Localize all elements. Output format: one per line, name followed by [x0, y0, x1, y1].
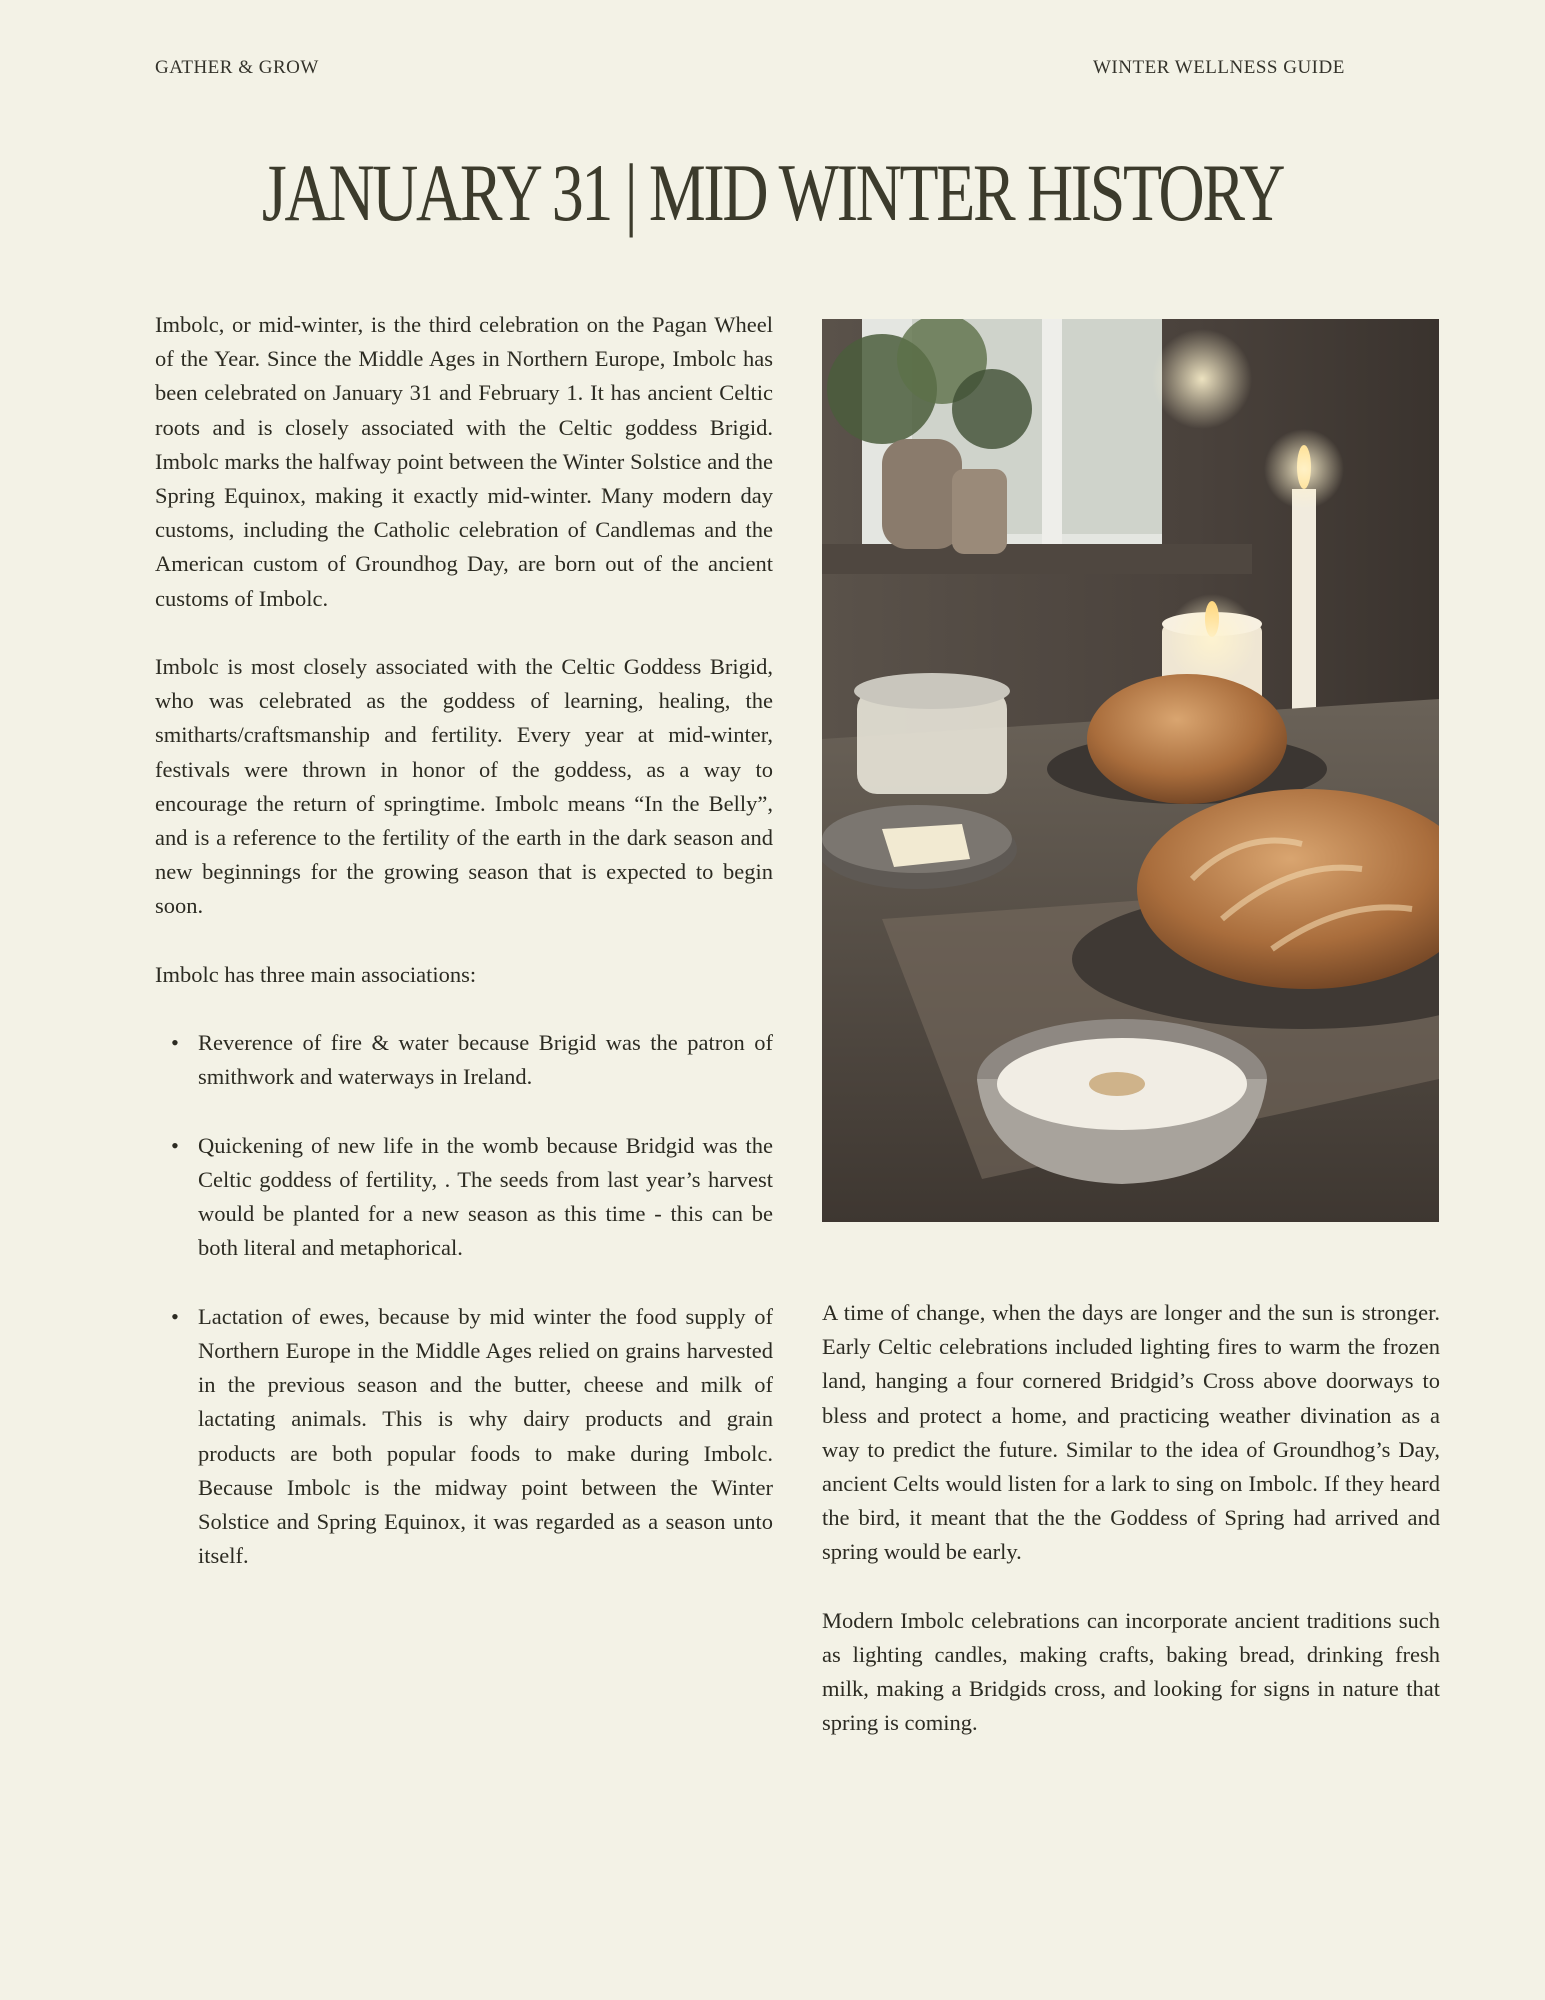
page-title: JANUARY 31 | MID WINTER HISTORY: [261, 147, 1284, 238]
right-column: [822, 1296, 1440, 1775]
left-column: [155, 308, 773, 1608]
list-item: • Lactation of ewes, because by mid winter the food supply of Northern Europe in the Middle Ages relied on grains harvested in the previous season and the butter, cheese and milk of lactating animals. This is why dairy products and grain products are both popular foods to make during Imbolc. Because Imbolc is the midway point between the Winter Solstice and Spring Equinox, it was regarded as a season unto itself.: [198, 1300, 773, 1574]
list-item: • Reverence of fire & water because Brigid was the patron of smithwork and waterways in Ireland.: [198, 1026, 773, 1094]
brigid-paragraph: Imbolc is most closely associated with the Celtic Goddess Brigid, who was celebrated as the goddess of learning, healing, the smitharts/craftsmanship and fertility. Every year at mid-winter, festivals were thrown in honor of the goddess, as a way to encourage the return of springtime. Imbolc means “In the Belly”, and is a reference to the fertility of the earth in the dark season and new beginnings for the growing season that is expected to begin soon.: [155, 654, 773, 919]
bread-and-candles-photo: [822, 319, 1439, 1222]
associations-intro: Imbolc has three main associations:: [155, 961, 477, 987]
running-header-left: GATHER & GROW: [155, 57, 319, 78]
associations-list: [155, 1026, 773, 1573]
modern-paragraph: Modern Imbolc celebrations can incorporate ancient traditions such as lighting candles, making crafts, baking bread, drinking fresh milk, making a Bridgids cross, and looking for signs in nature that spring is coming.: [822, 1607, 1440, 1736]
change-paragraph: A time of change, when the days are longer and the sun is stronger. Early Celtic celebrations included lighting fires to warm the frozen land, hanging a four cornered Bridgid’s Cross above doorways to bless and protect a home, and practicing weather divination as a way to predict the future. Similar to the idea of Groundhog’s Day, ancient Celts would listen for a lark to sing on Imbolc. If they heard the bird, it meant that the the Goddess of Spring had arrived and spring would be early.: [822, 1300, 1440, 1565]
list-item: • Quickening of new life in the womb because Bridgid was the Celtic goddess of fertility, . The seeds from last year’s harvest would be planted for a new season as this time - this can be both literal and metaphorical.: [198, 1129, 773, 1266]
intro-paragraph: Imbolc, or mid-winter, is the third celebration on the Pagan Wheel of the Year. Since the Middle Ages in Northern Europe, Imbolc has been celebrated on January 31 and February 1. It has ancient Celtic roots and is closely associated with the Celtic goddess Brigid. Imbolc marks the halfway point between the Winter Solstice and the Spring Equinox, making it exactly mid-winter. Many modern day customs, including the Catholic celebration of Candlemas and the American custom of Groundhog Day, are born out of the ancient customs of Imbolc.: [155, 312, 773, 611]
running-header-right: WINTER WELLNESS GUIDE: [1093, 57, 1345, 78]
